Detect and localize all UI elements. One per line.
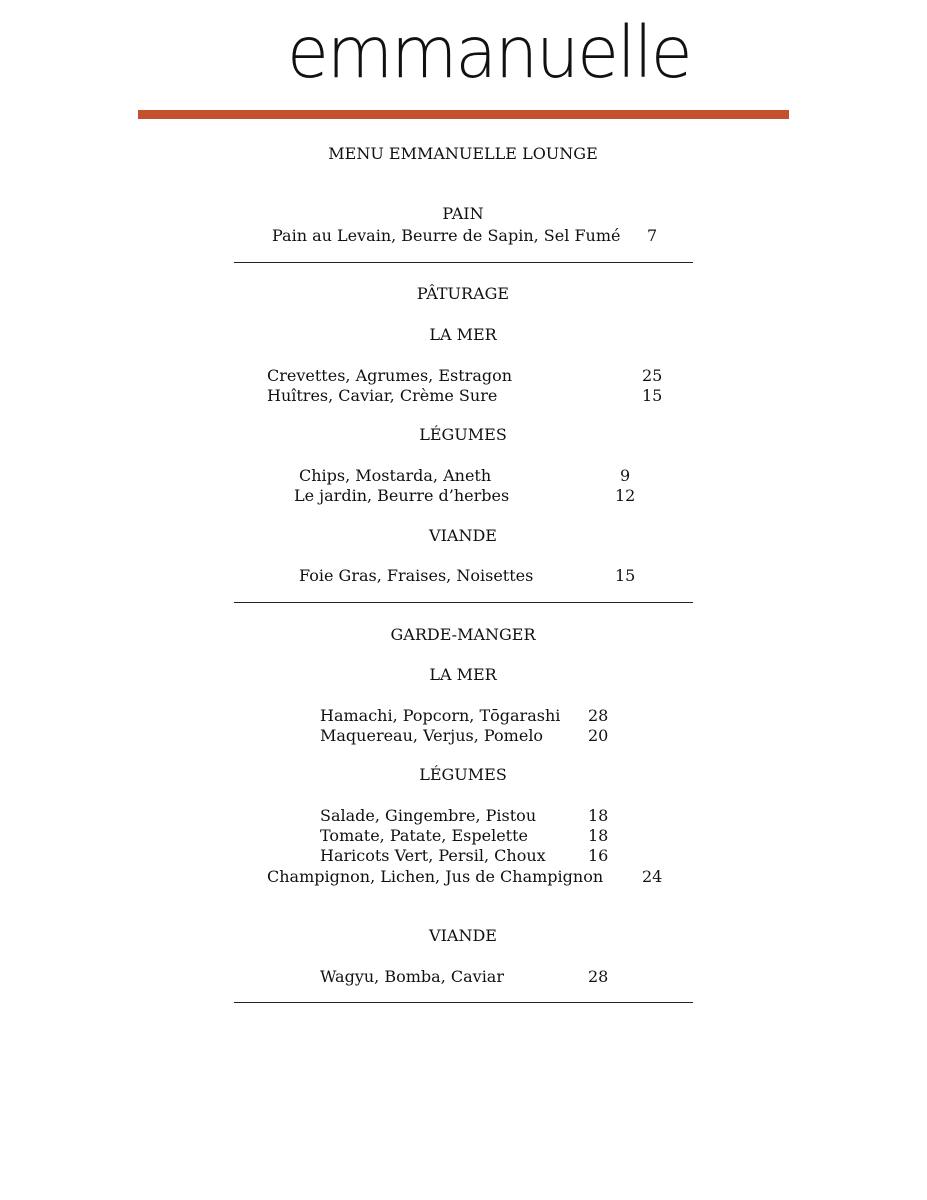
- subsection-heading-la-mer: LA MER: [429, 325, 497, 344]
- menu-item-name: Crevettes, Agrumes, Estragon: [267, 366, 513, 385]
- menu-item-name: Le jardin, Beurre d’herbes: [294, 486, 510, 505]
- menu-item-price: 18: [588, 826, 609, 845]
- menu-item-name: Wagyu, Bomba, Caviar: [320, 967, 504, 986]
- subsection-heading-viande: VIANDE: [429, 926, 497, 945]
- menu-item-price: 15: [615, 566, 636, 585]
- subsection-heading-legumes: LÉGUMES: [419, 425, 507, 444]
- menu-item-name: Haricots Vert, Persil, Choux: [320, 846, 546, 865]
- section-divider: [234, 602, 693, 603]
- menu-item-price: 25: [642, 366, 663, 385]
- menu-item-price: 20: [588, 726, 609, 745]
- accent-bar: [138, 110, 789, 119]
- menu-item-price: 18: [588, 806, 609, 825]
- menu-item-name: Chips, Mostarda, Aneth: [299, 466, 492, 485]
- section-heading-garde-manger: GARDE-MANGER: [390, 625, 536, 644]
- subsection-heading-legumes: LÉGUMES: [419, 765, 507, 784]
- menu-item-price: 28: [588, 706, 609, 725]
- menu-item-name: Maquereau, Verjus, Pomelo: [320, 726, 544, 745]
- menu-item-price: 12: [615, 486, 636, 505]
- menu-item-name: Salade, Gingembre, Pistou: [320, 806, 537, 825]
- menu-item-price: 7: [647, 226, 658, 245]
- menu-item-price: 9: [620, 466, 631, 485]
- section-heading-paturage: PÂTURAGE: [416, 284, 510, 303]
- menu-item-price: 15: [642, 386, 663, 405]
- menu-item-price: 28: [588, 967, 609, 986]
- menu-title: MENU EMMANUELLE LOUNGE: [328, 144, 598, 163]
- menu-item-price: 16: [588, 846, 609, 865]
- section-divider: [234, 262, 693, 263]
- section-divider: [234, 1002, 693, 1003]
- menu-item-name: Tomate, Patate, Espelette: [320, 826, 528, 845]
- menu-item-name: Hamachi, Popcorn, Tōgarashi: [320, 706, 561, 725]
- subsection-heading-viande: VIANDE: [429, 526, 497, 545]
- menu-item-name: Champignon, Lichen, Jus de Champignon: [267, 867, 604, 886]
- menu-item-price: 24: [642, 867, 663, 886]
- logo: emmanuelle: [287, 11, 691, 95]
- section-heading-pain: PAIN: [442, 204, 484, 223]
- subsection-heading-la-mer: LA MER: [429, 665, 497, 684]
- menu-item-name: Pain au Levain, Beurre de Sapin, Sel Fumé: [272, 226, 621, 245]
- menu-item-name: Huîtres, Caviar, Crème Sure: [267, 386, 498, 405]
- menu-item-name: Foie Gras, Fraises, Noisettes: [299, 566, 534, 585]
